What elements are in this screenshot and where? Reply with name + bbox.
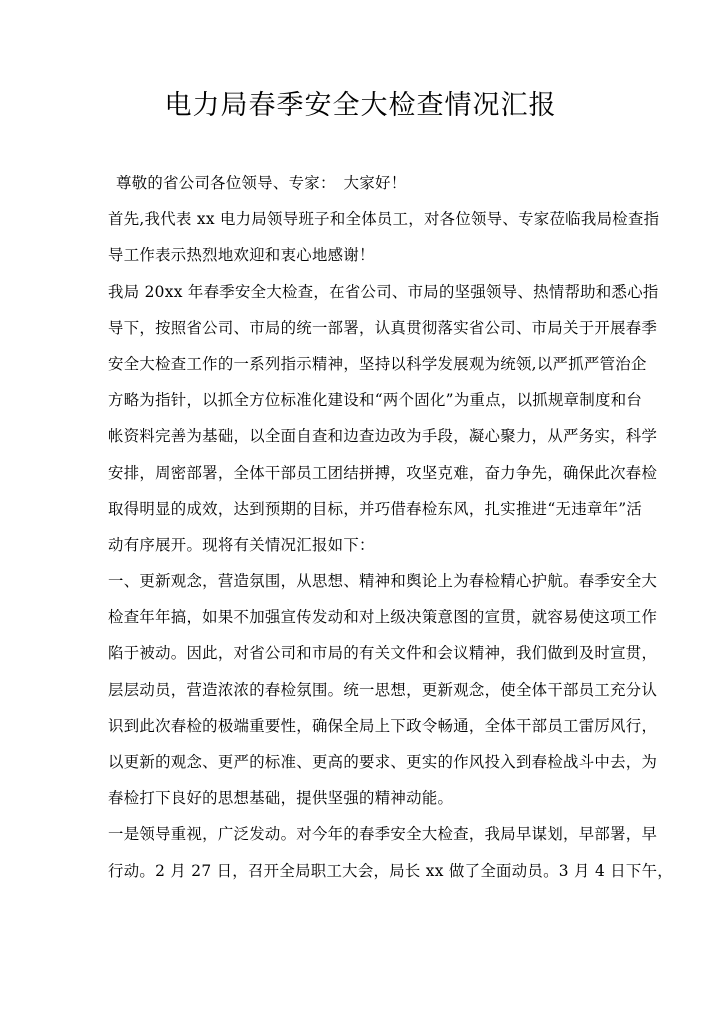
text-line: 方略为指针，以抓全方位标准化建设和“两个固化”为重点，以抓规章制度和台 xyxy=(108,391,643,410)
paragraph-section-one xyxy=(108,563,658,816)
text-line: 取得明显的成效，达到预期的目标，并巧借春检东风，扎实推进“无违章年”活 xyxy=(108,499,643,518)
text-line: 导下，按照省公司、市局的统一部署，认真贯彻落实省公司、市局关于开展春季 xyxy=(108,318,658,337)
text-line: 一是领导重视，广泛发动。对今年的春季安全大检查，我局早谋划，早部署，早 xyxy=(108,825,658,844)
text-line: 检查年年搞，如果不加强宣传发动和对上级决策意图的宣贯，就容易使这项工作 xyxy=(108,608,658,627)
text-line: 首先,我代表 xx 电力局领导班子和全体员工，对各位领导、专家莅临我局检查指 xyxy=(108,210,660,229)
text-line: 动有序展开。现将有关情况汇报如下： xyxy=(108,535,375,554)
text-line: 一、更新观念，营造氛围，从思想、精神和舆论上为春检精心护航。春季安全大 xyxy=(108,572,658,591)
text-line: 导工作表示热烈地欢迎和衷心地感谢！ xyxy=(108,246,375,265)
text-line: 我局 20xx 年春季安全大检查，在省公司、市局的坚强领导、热情帮助和悉心指 xyxy=(108,282,659,301)
greeting-line: 尊敬的省公司各位领导、专家： 大家好！ xyxy=(116,174,407,192)
text-line: 以更新的观念、更严的标准、更高的要求、更实的作风投入到春检战斗中去，为 xyxy=(108,753,658,771)
text-line: 帐资料完善为基础，以全面自查和边查边改为手段，凝心聚力，从严务实，科学 xyxy=(108,427,658,446)
document-title: 电力局春季安全大检查情况汇报 xyxy=(164,90,557,121)
paragraph-overview xyxy=(108,274,659,564)
paragraph-welcome xyxy=(108,201,660,273)
paragraph-leadership xyxy=(108,816,673,888)
text-line: 识到此次春检的极端重要性，确保全局上下政令畅通，全体干部员工雷厉风行， xyxy=(108,716,658,735)
text-line: 安全大检查工作的一系列指示精神，坚持以科学发展观为统领,以严抓严管治企 xyxy=(108,354,647,373)
text-line: 行动。2 月 27 日，召开全局职工大会，局长 xx 做了全面动员。3 月 4 日下午， xyxy=(108,861,673,880)
document-body xyxy=(108,165,673,889)
text-line: 层层动员，营造浓浓的春检氛围。统一思想，更新观念，使全体干部员工充分认 xyxy=(108,680,658,699)
text-line: 春检打下良好的思想基础，提供坚强的精神动能。 xyxy=(108,789,454,808)
text-line: 安排，周密部署，全体干部员工团结拼搏，攻坚克难，奋力争先，确保此次春检 xyxy=(108,463,658,482)
text-line: 陷于被动。因此，对省公司和市局的有关文件和会议精神，我们做到及时宣贯， xyxy=(108,644,658,663)
